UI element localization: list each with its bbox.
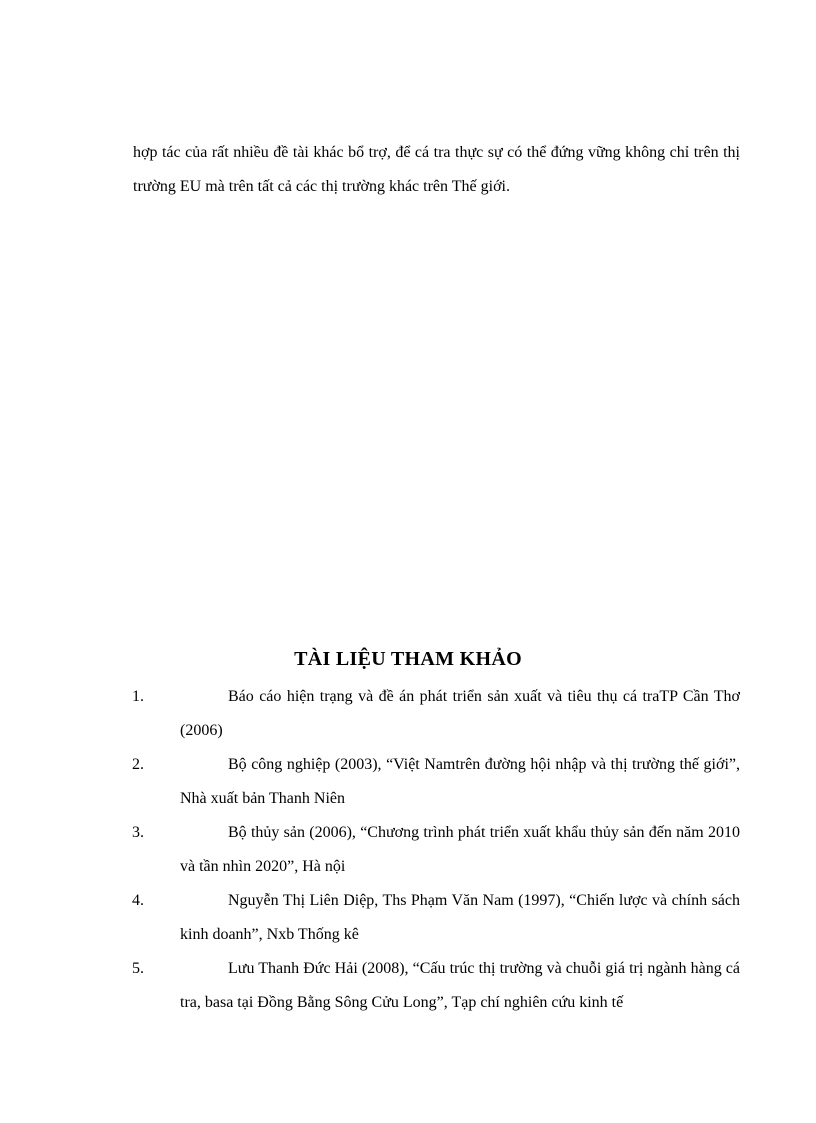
reference-item <box>132 680 740 748</box>
reference-item <box>132 816 740 884</box>
reference-text: Bộ công nghiệp (2003), “Việt Namtrên đường hội nhập và thị trường thế giới”, Nhà xuất bản Thanh Niên <box>180 756 740 807</box>
reference-text: Nguyễn Thị Liên Diệp, Ths Phạm Văn Nam (1997), “Chiến lược và chính sách kinh doanh”, Nxb Thống kê <box>180 892 740 943</box>
reference-number: 3. <box>132 824 144 841</box>
body-paragraph: hợp tác của rất nhiều đề tài khác bổ trợ, để cá tra thực sự có thể đứng vững không chỉ trên thị trường EU mà trên tất cả các thị trường khác trên Thế giới. <box>133 144 740 195</box>
reference-item <box>132 884 740 952</box>
reference-text: Báo cáo hiện trạng và đề án phát triển sản xuất và tiêu thụ cá traTP Cần Thơ (2006) <box>180 688 740 739</box>
reference-number: 2. <box>132 756 144 773</box>
reference-number: 5. <box>132 960 144 977</box>
references-heading: TÀI LIỆU THAM KHẢO <box>294 648 522 670</box>
reference-text: Lưu Thanh Đức Hải (2008), “Cấu trúc thị trường và chuỗi giá trị ngành hàng cá tra, basa tại Đồng Bằng Sông Cửu Long”, Tạp chí nghiên cứu kinh tế <box>180 960 740 1011</box>
reference-number: 4. <box>132 892 144 909</box>
reference-number: 1. <box>132 688 144 705</box>
references-list <box>132 680 740 1020</box>
reference-item <box>132 952 740 1020</box>
reference-text: Bộ thủy sản (2006), “Chương trình phát triển xuất khẩu thủy sản đến năm 2010 và tần nhìn 2020”, Hà nội <box>180 824 740 875</box>
reference-item <box>132 748 740 816</box>
